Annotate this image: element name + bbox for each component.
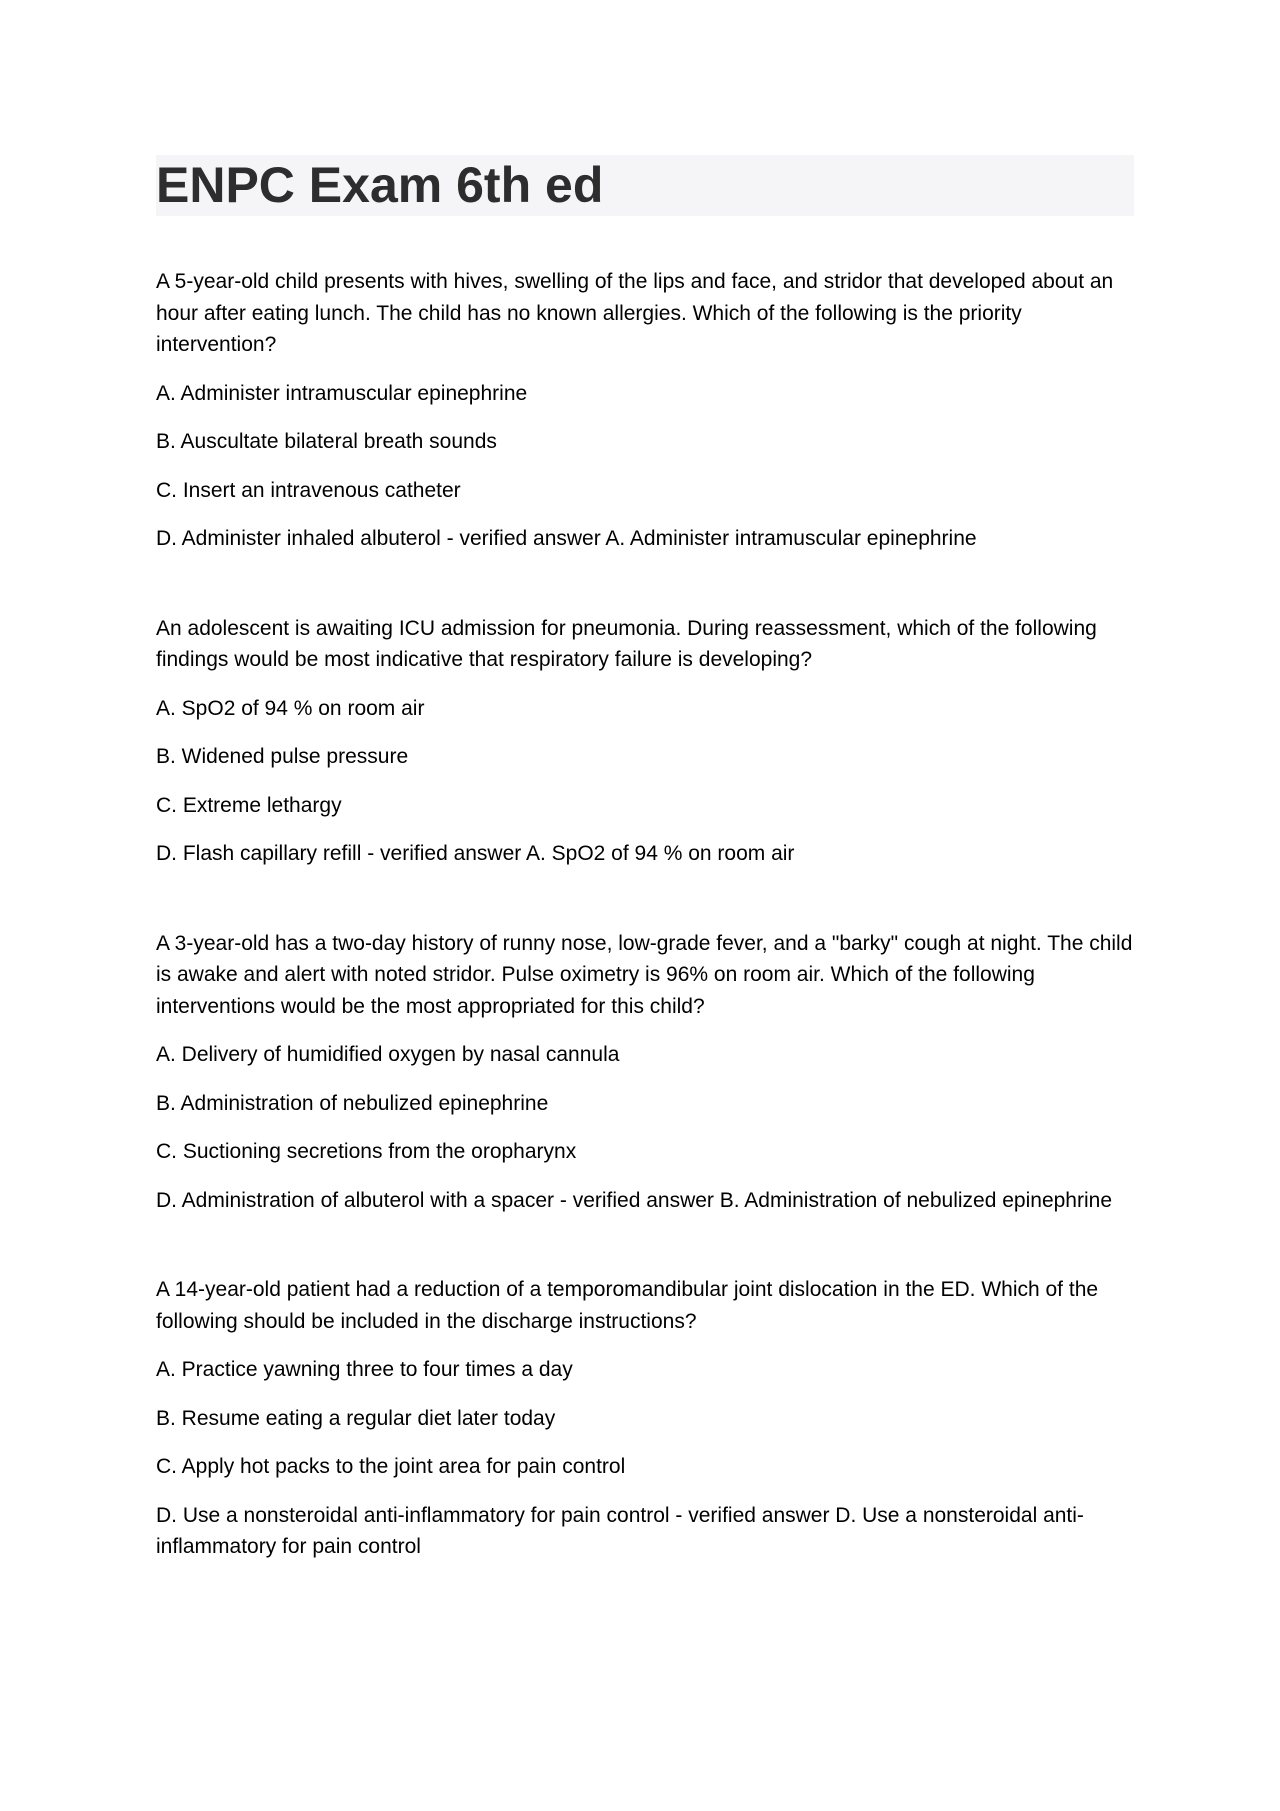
option-d-answer: D. Administer inhaled albuterol - verified answer A. Administer intramuscular epinephrine — [156, 527, 977, 550]
option-b: B. Auscultate bilateral breath sounds — [156, 430, 497, 453]
option-d-answer: D. Flash capillary refill - verified answer A. SpO2 of 94 % on room air — [156, 842, 795, 865]
question-1 — [156, 266, 1134, 555]
option-a: A. Practice yawning three to four times a day — [156, 1358, 573, 1381]
question-spacer — [156, 870, 1134, 928]
title-bar — [156, 155, 1134, 216]
document-title: ENPC Exam 6th ed — [156, 157, 604, 213]
option-c: C. Insert an intravenous catheter — [156, 478, 461, 502]
option-b: B. Resume eating a regular diet later today — [156, 1406, 556, 1430]
question-stem: An adolescent is awaiting ICU admission for pneumonia. During reassessment, which of the following findings would be most indicative that respiratory failure is developing? — [156, 616, 1097, 671]
option-d-answer: D. Administration of albuterol with a spacer - verified answer B. Administration of nebulized epinephrine — [156, 1188, 1113, 1212]
question-stem: A 14-year-old patient had a reduction of a temporomandibular joint dislocation in the ED. Which of the following should be included in the discharge instructions? — [156, 1278, 1099, 1333]
question-spacer — [156, 1216, 1134, 1274]
option-b: B. Widened pulse pressure — [156, 745, 409, 768]
option-d-answer: D. Use a nonsteroidal anti-inflammatory for pain control - verified answer D. Use a nonsteroidal anti-inflammatory for pain control — [156, 1503, 1084, 1558]
question-3 — [156, 928, 1134, 1217]
option-a: A. Delivery of humidified oxygen by nasal cannula — [156, 1043, 620, 1066]
option-c: C. Apply hot packs to the joint area for pain control — [156, 1455, 626, 1478]
option-a: A. Administer intramuscular epinephrine — [156, 381, 528, 405]
question-spacer — [156, 555, 1134, 613]
option-c: C. Extreme lethargy — [156, 793, 342, 817]
question-2 — [156, 613, 1134, 870]
option-b: B. Administration of nebulized epinephrine — [156, 1091, 549, 1115]
option-c: C. Suctioning secretions from the oropharynx — [156, 1140, 577, 1163]
question-4 — [156, 1274, 1134, 1563]
question-stem: A 3-year-old has a two-day history of runny nose, low-grade fever, and a "barky" cough at night. The child is awake and alert with noted stridor. Pulse oximetry is 96% on room air. Which of the following interventions would be the most appropriated for this child? — [156, 931, 1133, 1018]
question-stem: A 5-year-old child presents with hives, swelling of the lips and face, and stridor that developed about an hour after eating lunch. The child has no known allergies. Which of the following is the priority intervention? — [156, 270, 1114, 356]
option-a: A. SpO2 of 94 % on room air — [156, 696, 425, 720]
document-page — [156, 155, 1134, 1563]
